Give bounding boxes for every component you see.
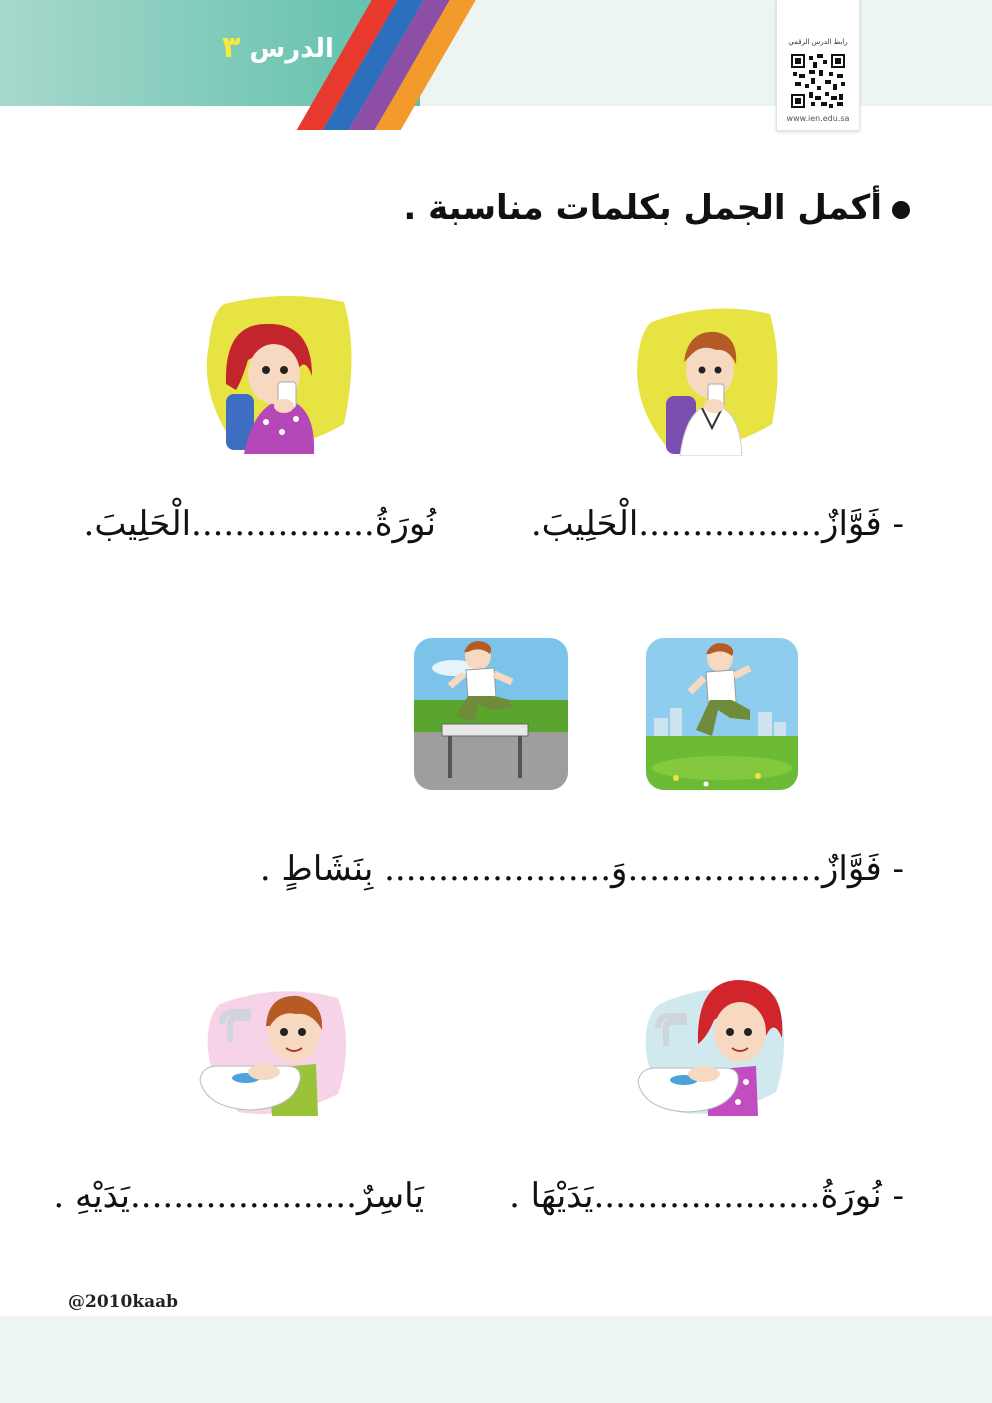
sentence-3b: يَاسِرٌ.....................يَدَيْهِ . [53, 1176, 424, 1216]
sentence-1b: نُورَةُ.................الْحَلِيبَ. [83, 504, 436, 544]
boy-drinking-milk-icon [632, 304, 782, 456]
boy-jumping-hurdle-icon [414, 638, 568, 790]
girl-washing-hands-icon [636, 974, 788, 1120]
boy-running-illustration [646, 638, 798, 790]
footer-band [0, 1316, 992, 1403]
boy-drinking-milk-illustration [632, 304, 782, 456]
girl-drinking-milk-icon [204, 294, 354, 454]
sentence-2: - فَوَّازٌ..................وَ..................... بِنَشَاطٍ . [259, 849, 904, 889]
lesson-title [222, 30, 334, 65]
bullet-icon [892, 201, 910, 219]
sentence-1a: - فَوَّازٌ.................الْحَلِيبَ. [530, 504, 904, 544]
lesson-label: الدرس [249, 34, 334, 64]
girl-drinking-milk-illustration [204, 294, 354, 454]
boy-washing-hands-illustration [198, 984, 350, 1120]
boy-running-icon [646, 638, 798, 790]
sentence-3a: - نُورَةُ.....................يَدَيْهَا . [509, 1176, 904, 1216]
qr-card[interactable] [776, 0, 860, 131]
instruction-heading [403, 188, 910, 228]
qr-code-icon[interactable] [789, 52, 847, 110]
author-handle: @2010kaab [68, 1292, 179, 1312]
boy-jumping-hurdle-illustration [414, 638, 568, 790]
qr-caption: رابط الدرس الرقمي [788, 38, 848, 46]
lesson-number: ٣ [222, 30, 241, 65]
boy-washing-hands-icon [198, 984, 350, 1120]
girl-washing-hands-illustration [636, 974, 788, 1120]
instruction-text: أكمل الجمل بكلمات مناسبة . [403, 188, 882, 228]
qr-url[interactable]: www.ien.edu.sa [786, 114, 850, 123]
